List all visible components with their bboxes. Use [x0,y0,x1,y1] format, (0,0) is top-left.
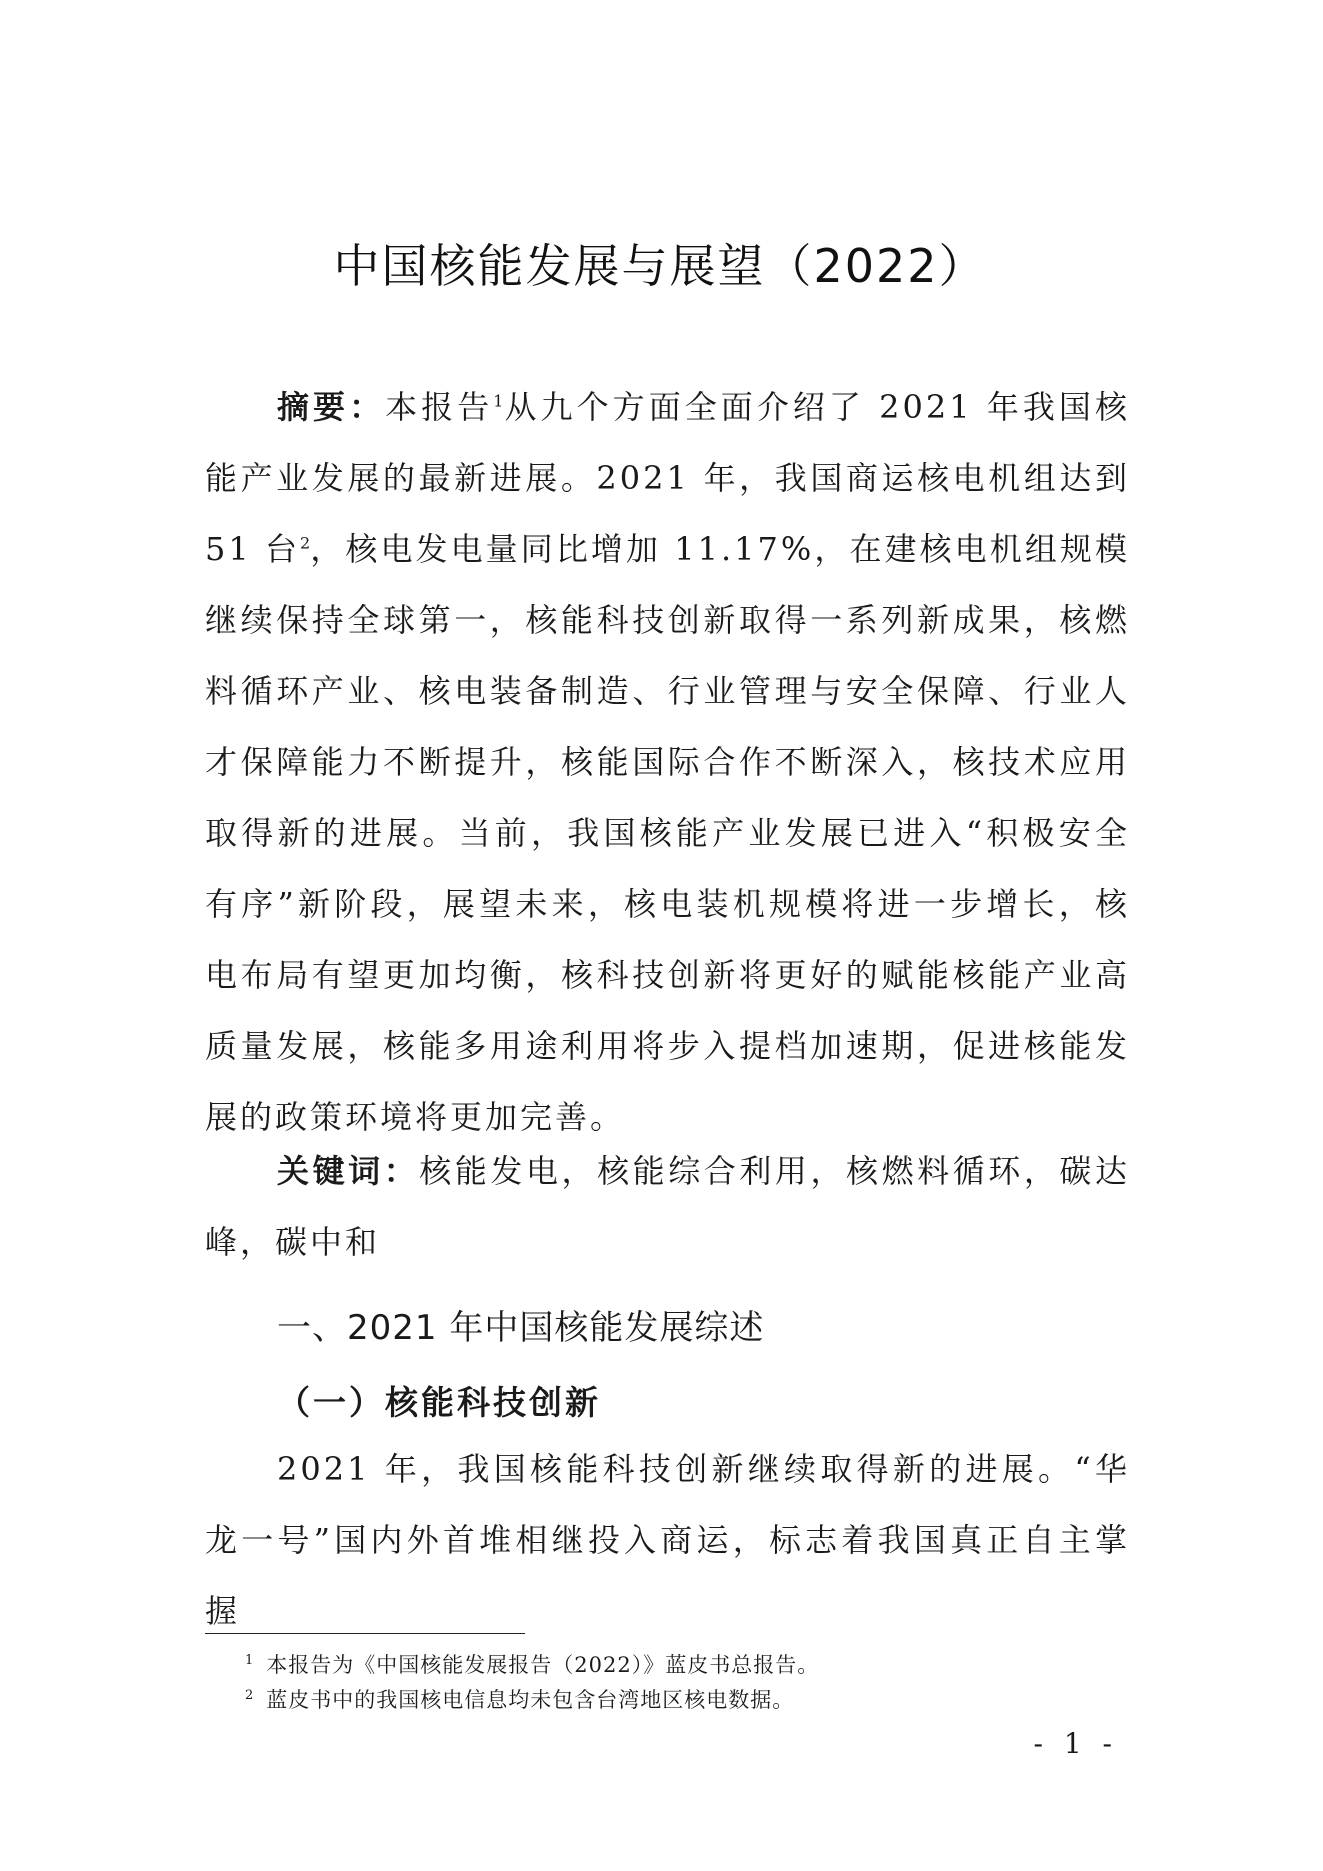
body-paragraph: 2021 年，我国核能科技创新继续取得新的进展。“华龙一号”国内外首堆相继投入商运，标志着我国真正自主掌握 [205,1450,1130,1630]
footnote-text-2: 蓝皮书中的我国核电信息均未包含台湾地区核电数据。 [266,1688,795,1712]
page-title: 中国核能发展与展望（2022） [333,239,987,293]
footnote-marker-2[interactable]: 2 [300,533,311,553]
subsection-heading: （一）核能科技创新 [277,1383,601,1422]
page-number: - 1 - [1033,1727,1118,1760]
footnote-number-1: 1 [245,1653,255,1668]
footnote-1 [245,1648,819,1683]
abstract-text-middle: 从九个方面全面介绍了 2021 年我国核能产业发展的最新进展。2021 年，我国商运核电机组达到 51 台 [205,388,1130,568]
abstract-label: 摘要： [277,388,386,426]
footnote-2 [245,1683,819,1718]
keywords-paragraph [205,1136,1130,1278]
section-heading: 一、2021 年中国核能发展综述 [277,1308,765,1348]
abstract-paragraph [205,372,1130,1153]
keywords-label: 关键词： [277,1152,420,1190]
abstract-text-start: 本报告 [385,388,494,426]
footnote-marker-1[interactable]: 1 [493,391,504,411]
footnote-divider [205,1633,525,1634]
footnote-number-2: 2 [245,1688,255,1703]
footnotes [245,1648,819,1718]
footnote-text-1: 本报告为《中国核能发展报告（2022）》蓝皮书总报告。 [266,1653,820,1677]
keywords-text: 核能发电，核能综合利用，核燃料循环，碳达峰，碳中和 [205,1152,1130,1261]
abstract-text-end: ，核电发电量同比增加 11.17%，在建核电机组规模继续保持全球第一，核能科技创新取得一系列新成果，核燃料循环产业、核电装备制造、行业管理与安全保障、行业人才保障能力不断提升，核能国际合作不断深入，核技术应用取得新的进展。当前，我国核能产业发展已进入“积极安全有序”新阶段，展望未来，核电装机规模将进一步增长，核电布局有望更加均衡，核科技创新将更好的赋能核能产业高质量发展，核能多用途利用将步入提档加速期，促进核能发展的政策环境将更加完善。 [205,530,1130,1136]
